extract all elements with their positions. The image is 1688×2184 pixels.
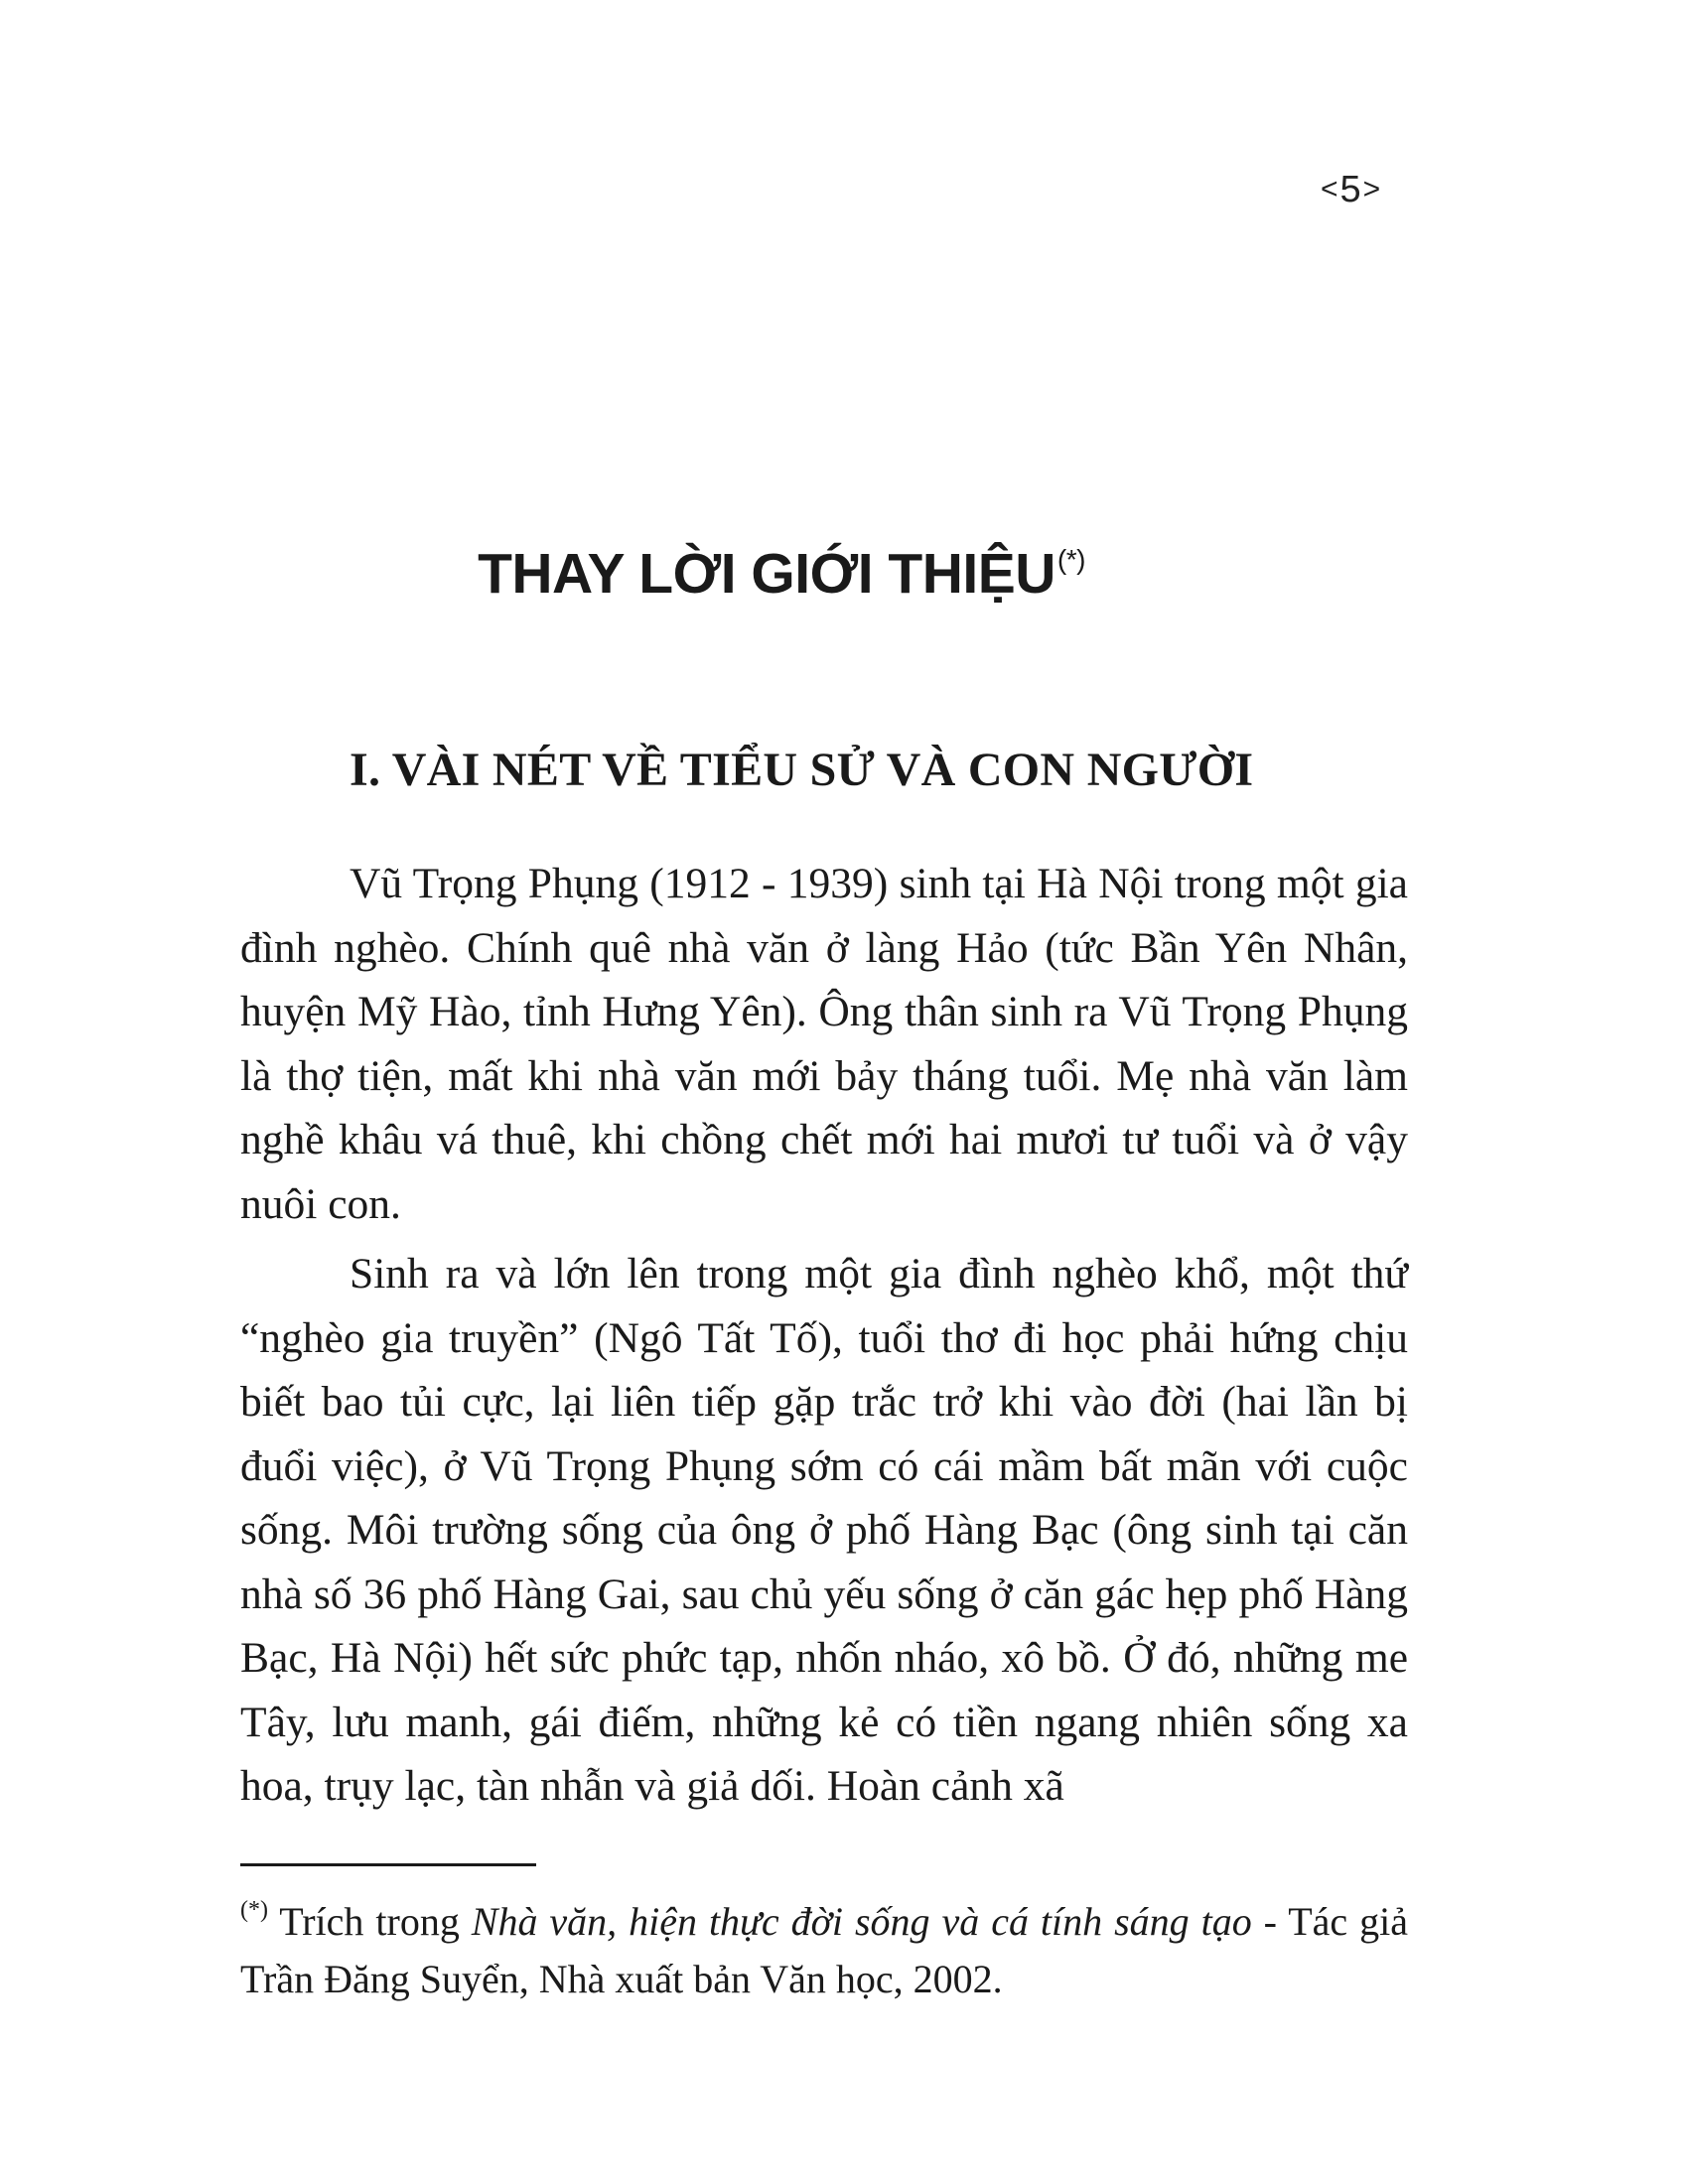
footnote-work-title: Nhà văn, hiện thực đời sống và cá tính sáng tạo bbox=[471, 1899, 1252, 1944]
body-text bbox=[240, 852, 1408, 1825]
footnote bbox=[240, 1881, 1408, 2008]
footnote-suffix: - Tác giả Trần Đăng Suyển, Nhà xuất bản Văn học, 2002. bbox=[240, 1899, 1408, 2001]
chapter-footnote-marker[interactable]: (*) bbox=[1056, 544, 1085, 575]
paragraph: Vũ Trọng Phụng (1912 - 1939) sinh tại Hà Nội trong một gia đình nghèo. Chính quê nhà văn ở làng Hảo (tức Bần Yên Nhân, huyện Mỹ Hào, tỉnh Hưng Yên). Ông thân sinh ra Vũ Trọng Phụng là thợ tiện, mất khi nhà văn mới bảy tháng tuổi. Mẹ nhà văn làm nghề khâu vá thuê, khi chồng chết mới hai mươi tư tuổi và ở vậy nuôi con. bbox=[240, 860, 1408, 1228]
chapter-title bbox=[0, 541, 1563, 607]
footnote-divider bbox=[240, 1863, 536, 1866]
section-heading: I. VÀI NÉT VỀ TIỂU SỬ VÀ CON NGƯỜI bbox=[350, 744, 1254, 796]
paragraph: Sinh ra và lớn lên trong một gia đình nghèo khổ, một thứ “nghèo gia truyền” (Ngô Tất Tố), tuổi thơ đi học phải hứng chịu biết bao tủi cực, lại liên tiếp gặp trắc trở khi vào đời (hai lần bị đuổi việc), ở Vũ Trọng Phụng sớm có cái mầm bất mãn với cuộc sống. Môi trường sống của ông ở phố Hàng Bạc (ông sinh tại căn nhà số 36 phố Hàng Gai, sau chủ yếu sống ở căn gác hẹp phố Hàng Bạc, Hà Nội) hết sức phức tạp, nhốn nháo, xô bồ. Ở đó, những me Tây, lưu manh, gái điếm, những kẻ có tiền ngang nhiên sống xa hoa, trụy lạc, tàn nhẫn và giả dối. Hoàn cảnh xã bbox=[240, 1250, 1408, 1810]
footnote-marker: (*) bbox=[240, 1897, 268, 1923]
footnote-prefix: Trích trong bbox=[267, 1899, 472, 1944]
right-ornament-icon: > bbox=[1362, 172, 1381, 205]
page-number-value: 5 bbox=[1339, 169, 1361, 210]
left-ornament-icon: < bbox=[1321, 172, 1338, 205]
chapter-title-text: THAY LỜI GIỚI THIỆU bbox=[478, 542, 1055, 606]
page-number bbox=[1321, 169, 1380, 211]
